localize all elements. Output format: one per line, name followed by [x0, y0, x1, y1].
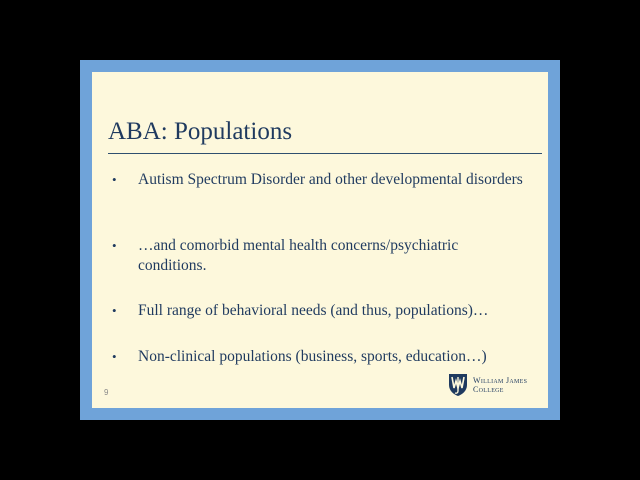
page-number: 9: [104, 388, 109, 397]
college-logo: [447, 373, 547, 397]
title-divider: [108, 153, 542, 154]
logo-line-1: William James: [473, 376, 528, 385]
bullet-text: Full range of behavioral needs (and thus, populations)…: [138, 302, 489, 319]
bullet-item: [108, 170, 523, 190]
logo-line-2: College: [473, 385, 504, 394]
bullet-marker: •: [112, 349, 117, 364]
bullet-marker: •: [112, 238, 117, 253]
slide-title: ABA: Populations: [108, 118, 293, 145]
bullet-marker: •: [112, 172, 117, 187]
logo-text: [473, 376, 527, 394]
slide-frame: [80, 60, 560, 420]
bullet-text: Autism Spectrum Disorder and other developmental disorders: [138, 171, 523, 188]
slide: [92, 72, 548, 408]
william-james-college-shield-logo-icon: [447, 373, 469, 397]
bullet-item: [108, 301, 488, 321]
bullet-item: [108, 236, 528, 276]
bullet-text: …and comorbid mental health concerns/psychiatric conditions.: [138, 237, 459, 274]
bullet-text: Non-clinical populations (business, sports, education…): [138, 348, 487, 365]
bullet-item: [108, 347, 487, 367]
bullet-marker: •: [112, 303, 117, 318]
